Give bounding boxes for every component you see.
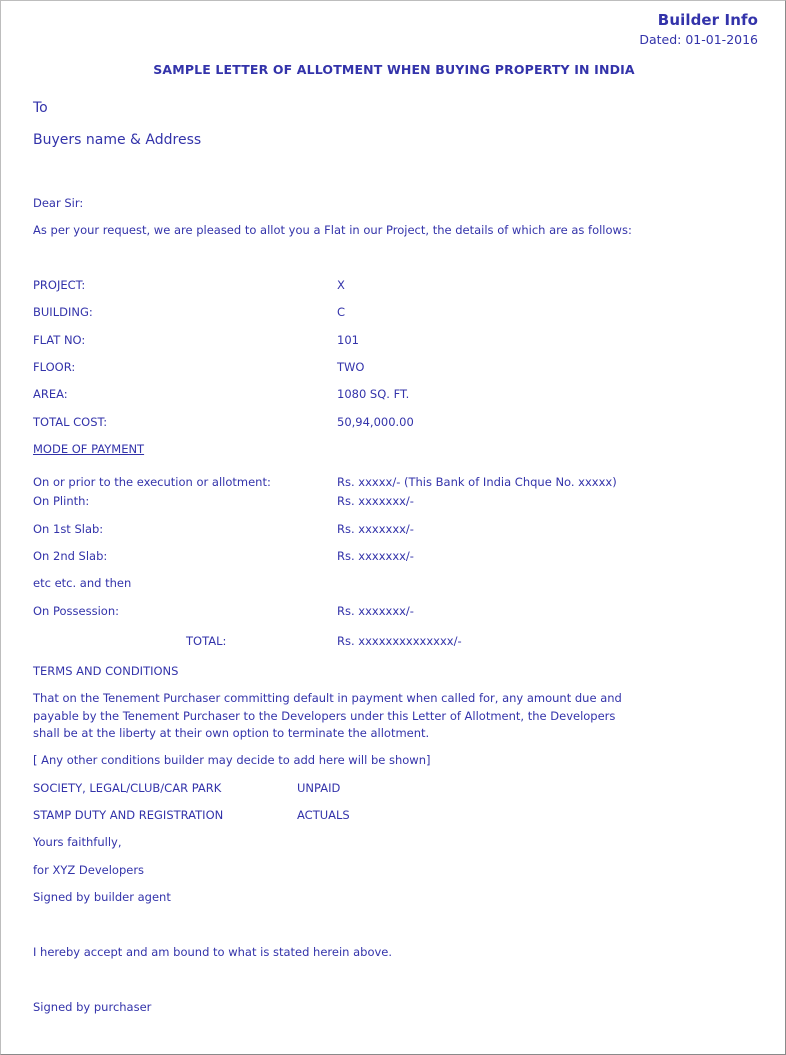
detail-label-building: BUILDING: xyxy=(33,305,93,319)
payment-value-1st-slab: Rs. xxxxxxx/- xyxy=(337,522,414,536)
letterhead xyxy=(1,11,758,48)
terms-note: [ Any other conditions builder may decide to add here will be shown] xyxy=(33,753,431,767)
detail-label-project: PROJECT: xyxy=(33,278,86,292)
acceptance-statement: I hereby accept and am bound to what is stated herein above. xyxy=(33,945,393,959)
charge-label-society: SOCIETY, LEGAL/CLUB/CAR PARK xyxy=(33,781,222,795)
payment-value-2nd-slab: Rs. xxxxxxx/- xyxy=(337,549,414,563)
charge-value-stamp-duty: ACTUALS xyxy=(297,808,350,822)
recipient-address: Buyers name & Address xyxy=(33,132,202,148)
letter-date: Dated: 01-01-2016 xyxy=(639,32,758,47)
detail-label-area: AREA: xyxy=(33,387,68,401)
payment-label-2nd-slab: On 2nd Slab: xyxy=(33,549,108,563)
terms-body: That on the Tenement Purchaser committing default in payment when called for, any amount due and payable by the Tenement Purchaser to the Developers under this Letter of Allotment, the Developers shall be at the liberty at their own option to terminate the allotment. xyxy=(33,691,622,740)
charge-label-stamp-duty: STAMP DUTY AND REGISTRATION xyxy=(33,808,224,822)
salutation: Dear Sir: xyxy=(33,196,84,210)
detail-value-floor: TWO xyxy=(337,360,365,374)
detail-label-floor: FLOOR: xyxy=(33,360,76,374)
charge-value-society: UNPAID xyxy=(297,781,341,795)
detail-value-area: 1080 SQ. FT. xyxy=(337,387,410,401)
purchaser-signature-line: Signed by purchaser xyxy=(33,1000,152,1014)
payment-label-plinth: On Plinth: xyxy=(33,494,90,508)
detail-label-flat-no: FLAT NO: xyxy=(33,333,86,347)
payment-value-possession: Rs. xxxxxxx/- xyxy=(337,604,414,618)
payment-value-execution: Rs. xxxxx/- (This Bank of India Chque No. xxxxx) xyxy=(337,475,617,489)
intro-paragraph: As per your request, we are pleased to allot you a Flat in our Project, the details of which are as follows: xyxy=(33,223,632,237)
to-label: To xyxy=(33,100,48,116)
terms-heading: TERMS AND CONDITIONS xyxy=(33,664,179,678)
detail-value-project: X xyxy=(337,278,345,292)
mode-of-payment-heading: MODE OF PAYMENT xyxy=(33,442,145,456)
company-name: for XYZ Developers xyxy=(33,863,145,877)
payment-label-possession: On Possession: xyxy=(33,604,119,618)
payment-label-etc: etc etc. and then xyxy=(33,576,132,590)
detail-value-flat-no: 101 xyxy=(337,333,359,347)
payment-label-1st-slab: On 1st Slab: xyxy=(33,522,104,536)
payment-total-label: TOTAL: xyxy=(186,634,227,648)
builder-signature-line: Signed by builder agent xyxy=(33,890,171,904)
closing-line: Yours faithfully, xyxy=(33,835,122,849)
payment-total-value: Rs. xxxxxxxxxxxxxx/- xyxy=(337,634,462,648)
payment-label-execution: On or prior to the execution or allotment: xyxy=(33,475,271,489)
detail-value-total-cost: 50,94,000.00 xyxy=(337,415,414,429)
payment-value-plinth: Rs. xxxxxxx/- xyxy=(337,494,414,508)
detail-label-total-cost: TOTAL COST: xyxy=(33,415,108,429)
page-title: SAMPLE LETTER OF ALLOTMENT WHEN BUYING PROPERTY IN INDIA xyxy=(153,62,635,77)
builder-name: Builder Info xyxy=(657,11,758,29)
detail-value-building: C xyxy=(337,305,346,319)
